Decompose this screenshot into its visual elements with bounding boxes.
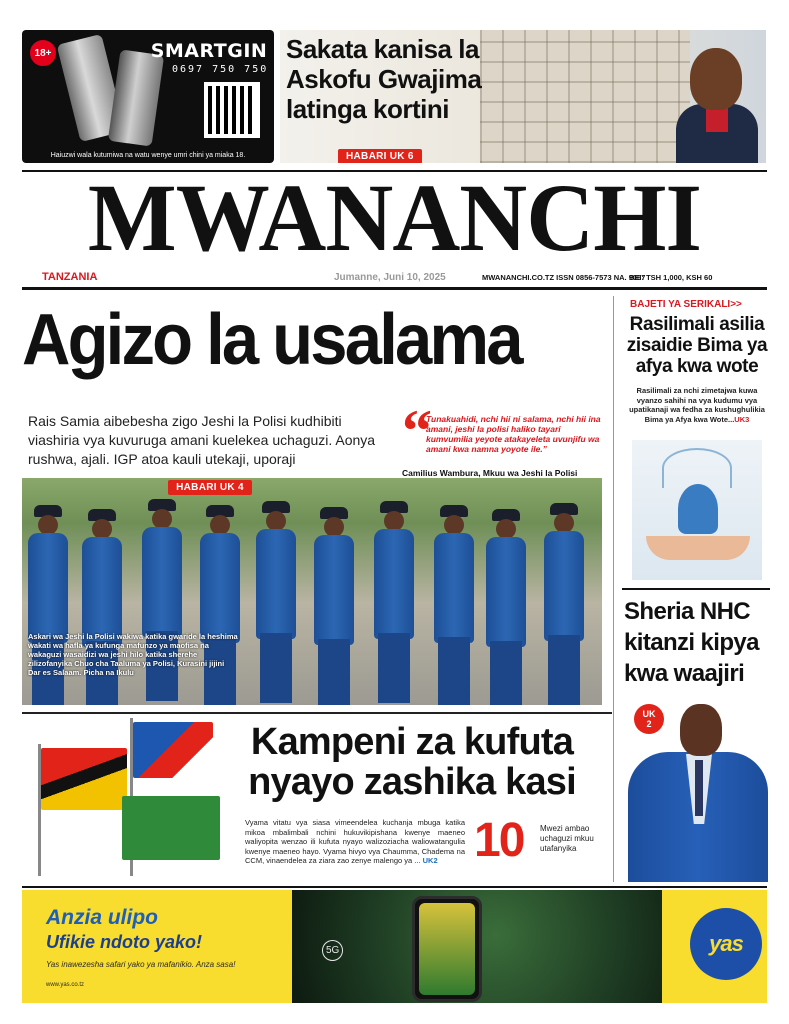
yas-advert[interactable] <box>22 890 767 1003</box>
sidebar-body-1-text: Rasilimali za nchi zimetajwa kuwa vyanzo sahihi na vya kudumu vya upatikanaji wa fedha za kushughulikia Bima ya Afya kwa Wote... <box>629 386 765 424</box>
main-page-tag: HABARI UK 4 <box>168 480 252 495</box>
divider <box>22 712 612 714</box>
dateline-bar <box>22 270 767 286</box>
party-flags-image <box>26 718 226 878</box>
top-teaser[interactable] <box>280 30 766 163</box>
sidebar-headline-1[interactable]: Rasilimali asilia zisaidie Bima ya afya kwa wote <box>626 314 768 377</box>
stadium-photo <box>292 890 662 1003</box>
newspaper-masthead: MWANANCHI <box>87 164 702 271</box>
teaser-headline: Sakata kanisa la Askofu Gwajima latinga kortini <box>286 34 482 124</box>
ad-url[interactable]: www.yas.co.tz <box>46 982 85 988</box>
health-insurance-illustration <box>632 440 762 580</box>
main-headline[interactable]: Agizo la usalama <box>22 300 521 380</box>
smartgin-advert[interactable] <box>22 30 274 163</box>
badge-line-1: UK <box>642 709 656 719</box>
divider <box>622 588 770 590</box>
section-label: BAJETI YA SERIKALI>> <box>630 299 742 310</box>
divider <box>613 296 614 882</box>
qr-code-icon <box>204 82 260 138</box>
campaign-body <box>245 818 465 866</box>
big-number: 10 <box>474 814 524 867</box>
network-5g-icon: 5G <box>322 940 343 961</box>
bishop-portrait-photo <box>676 44 758 163</box>
country-label: TANZANIA <box>42 271 98 283</box>
ad-brand-name: SMARTGIN <box>150 40 268 62</box>
smartphone-image <box>412 896 482 1002</box>
page-ref-badge[interactable] <box>634 704 664 734</box>
issue-date: Jumanne, Juni 10, 2025 <box>334 272 446 283</box>
big-number-caption: Mwezi ambao uchaguzi mkuu utafanyika <box>540 824 594 853</box>
quote-mark-icon: “ <box>402 398 432 464</box>
sidebar-body-1 <box>628 386 766 424</box>
ad-disclaimer: Haiuzwi wala kutumiwa na watu wenye umri chini ya miaka 18. <box>50 152 246 159</box>
campaign-body-text: Vyama vitatu vya siasa vimeendelea kuchanja mbuga katika mikoa mbalimbali nchini hukuvikipishana kwenye maeneo waliyopita wenzao ili kufuta nyayo walizoziacha waliowatangulia kwenye maeneo hayo. Vyama hivyo vya Chaumma, Chadema na CCM, vinaendelea za ziara zao zenye malengo ya ... <box>245 818 465 865</box>
ad-tagline: Yas inawezesha safari yako ya mafanikio. Anza sasa! <box>46 960 236 969</box>
ad-slogan-1: Anzia ulipo <box>46 906 158 929</box>
pull-quote-text: Tunakuahidi, nchi hii ni salama, nchi hii ina amani, jeshi la polisi haliko tayari kumvumilia yeyote atakayeleta uvunjifu wa amani kwa namna yoyote ile.” <box>426 414 601 454</box>
issn-info: MWANANCHI.CO.TZ ISSN 0856-7573 NA. 9067 <box>482 273 646 282</box>
ad-phone-number: 0697 750 750 <box>172 64 269 75</box>
gin-can-image <box>108 49 164 146</box>
sidebar-headline-2[interactable]: Sheria NHC kitanzi kipya kwa waajiri <box>624 598 759 687</box>
pull-quote-attribution: Camilius Wambura, Mkuu wa Jeshi la Polisi <box>402 468 578 478</box>
age-restriction-badge: 18+ <box>30 40 56 66</box>
main-deck: Rais Samia aibebesha zigo Jeshi la Polisi kudhibiti viashiria vya kuvuruga amani kuelekea uchaguzi. Aonya rushwa, ajali. IGP atoa kauli utekaji, uporaji <box>28 413 376 467</box>
campaign-page-ref[interactable]: UK2 <box>422 856 438 865</box>
ad-slogan-2: Ufikie ndoto yako! <box>46 932 203 952</box>
photo-caption: Askari wa Jeshi la Polisi wakiwa katika gwaride la heshima wakati wa hafla ya kufunga mafunzo ya maofisa na wakaguzi wasaidizi wa jeshi hilo katika sherehe zilizofanyika Chuo cha Taaluma ya Polisi, Kurasini jijini Dar es Salaam. Picha na Ikulu <box>28 632 238 677</box>
campaign-headline[interactable]: Kampeni za kufuta nyayo zashika kasi <box>248 721 576 803</box>
divider <box>22 886 767 888</box>
divider <box>22 287 767 290</box>
sidebar-page-ref[interactable]: UK3 <box>734 414 750 424</box>
teaser-page-tag: HABARI UK 6 <box>338 149 422 163</box>
badge-line-2: 2 <box>646 719 652 729</box>
yas-logo: yas <box>690 908 762 980</box>
price-info: BEI: TSH 1,000, KSH 60 <box>629 273 713 282</box>
